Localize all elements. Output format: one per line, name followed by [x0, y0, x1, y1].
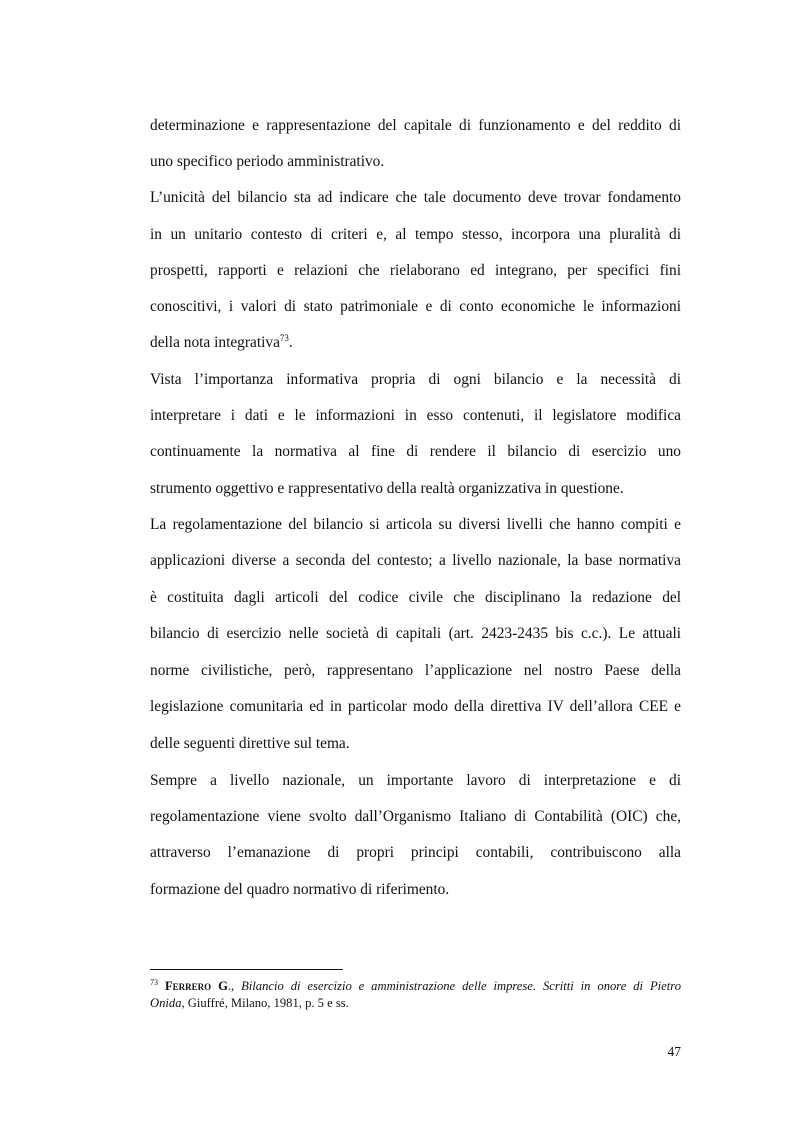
text-line: delle seguenti direttive sul tema. [150, 735, 350, 752]
footnote-title: Bilancio di esercizio e amministrazione delle imprese. Scritti in onore di Pietro [241, 979, 681, 993]
footnote-author: Ferrero G [164, 979, 228, 993]
text-line: Sempre a livello nazionale, un importante lavoro di interpretazione e di [150, 772, 681, 789]
text-line: norme civilistiche, però, rappresentano l’applicazione nel nostro Paese della [150, 662, 681, 679]
text-line: è costituita dagli articoli del codice civile che disciplinano la redazione del [150, 589, 681, 606]
text-line-content: della nota integrativa [150, 334, 280, 351]
footnote-line [150, 978, 681, 994]
page-number: 47 [667, 1044, 681, 1059]
text-line: legislazione comunitaria ed in particolar modo della direttiva IV dell’allora CEE e [150, 698, 681, 715]
footnote-reference[interactable]: 73 [279, 332, 289, 343]
text-line-punctuation: . [288, 334, 293, 351]
text-line: Vista l’importanza informativa propria di ogni bilancio e la necessità di [150, 371, 681, 388]
text-line: uno specifico periodo amministrativo. [150, 153, 385, 170]
text-line: bilancio di esercizio nelle società di capitali (art. 2423-2435 bis c.c.). Le attuali [150, 625, 681, 642]
text-line: strumento oggettivo e rappresentativo della realtà organizzativa in questione. [150, 480, 624, 497]
footnote-author-suffix: ., [227, 979, 242, 993]
text-line: continuamente la normativa al fine di rendere il bilancio di esercizio uno [150, 443, 681, 460]
text-line: La regolamentazione del bilancio si articola su diversi livelli che hanno compiti e [150, 516, 681, 533]
text-line: attraverso l’emanazione di propri principi contabili, contribuiscono alla [150, 844, 681, 861]
text-line: formazione del quadro normativo di riferimento. [150, 881, 450, 898]
footnote-line [150, 995, 681, 1011]
text-line: interpretare i dati e le informazioni in esso contenuti, il legislatore modifica [150, 407, 681, 424]
text-line [150, 333, 681, 353]
footnote-number: 73 [150, 977, 158, 987]
text-line: L’unicità del bilancio sta ad indicare che tale documento deve trovar fondamento [150, 189, 681, 206]
text-line: regolamentazione viene svolto dall’Organismo Italiano di Contabilità (OIC) che, [150, 808, 681, 825]
footnote-separator [150, 969, 343, 970]
text-line: prospetti, rapporti e relazioni che rielaborano ed integrano, per specifici fini [150, 262, 681, 279]
text-line: applicazioni diverse a seconda del contesto; a livello nazionale, la base normativa [150, 552, 681, 569]
footnote-publisher: , Giuffré, Milano, 1981, p. 5 e ss. [181, 996, 349, 1010]
text-line: conoscitivi, i valori di stato patrimoniale e di conto economiche le informazioni [150, 298, 681, 315]
footnote-title-end: Onida [150, 996, 182, 1010]
text-line: determinazione e rappresentazione del capitale di funzionamento e del reddito di [150, 117, 681, 134]
text-line: in un unitario contesto di criteri e, al tempo stesso, incorpora una pluralità di [150, 226, 681, 243]
